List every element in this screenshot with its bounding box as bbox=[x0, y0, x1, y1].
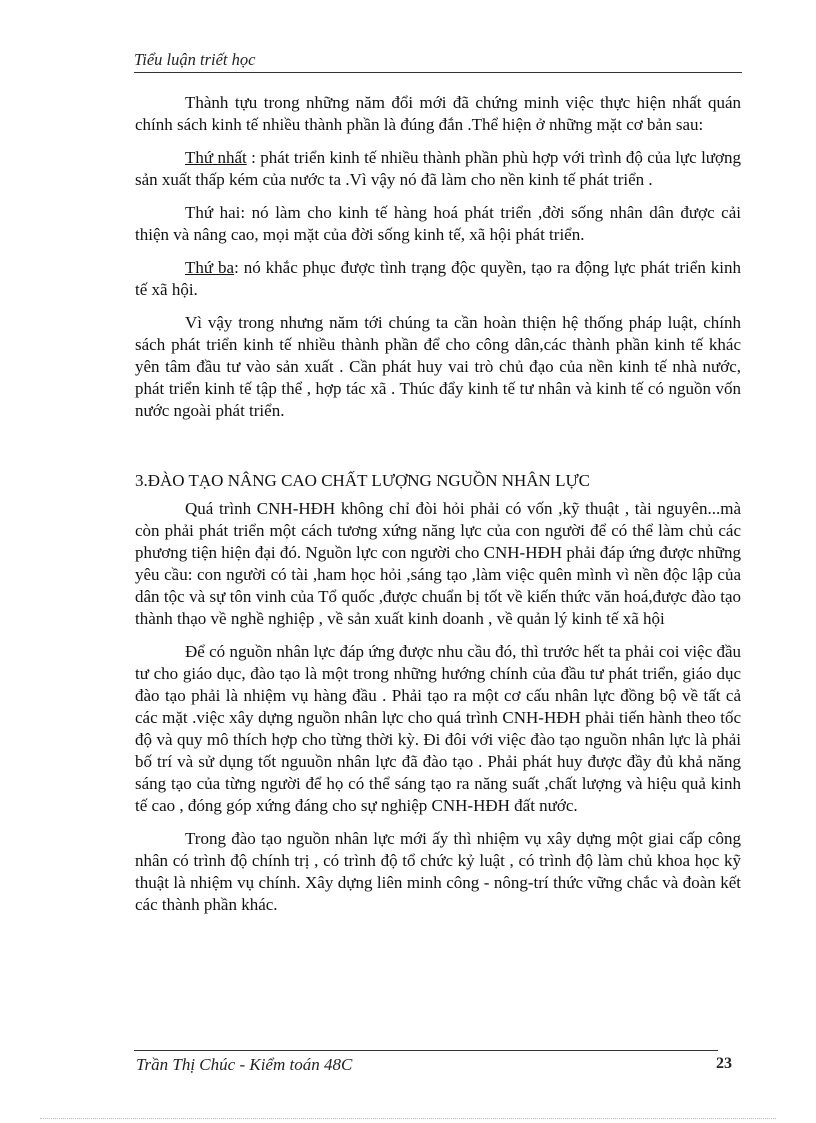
point-3-label: Thứ ba bbox=[185, 258, 235, 277]
section-paragraph-1: Quá trình CNH-HĐH không chỉ đòi hỏi phải có vốn ,kỹ thuật , tài nguyên...mà còn phải phát triển một cách tương xứng năng lực của con người để có thể làm chủ các phương tiện hiện đại đó. Nguồn lực con người cho CNH-HĐH phải đáp ứng được những yêu cầu: con người có tài ,ham học hỏi ,sáng tạo ,làm việc quên mình vì nền độc lập của dân tộc và sự tôn vinh của Tổ quốc ,được chuẩn bị tốt về kiến thức văn hoá,được đào tạo thành thạo về nghề nghiệp , về sản xuất kinh doanh , về quản lý kinh tế xã hội bbox=[135, 499, 741, 628]
section-heading: 3.ĐÀO TẠO NÂNG CAO CHẤT LƯỢNG NGUỒN NHÂN LỰC bbox=[135, 471, 590, 490]
page-number: 23 bbox=[716, 1055, 732, 1072]
intro-paragraph: Thành tựu trong những năm đổi mới đã chứng minh việc thực hiện nhất quán chính sách kinh tế nhiều thành phần là đúng đắn .Thể hiện ở những mặt cơ bản sau: bbox=[135, 93, 741, 134]
point-3-text: : nó khắc phục được tình trạng độc quyền, tạo ra động lực phát triển kinh tế xã hội. bbox=[135, 258, 741, 299]
page-edge-dots bbox=[40, 1118, 776, 1119]
footer-divider bbox=[134, 1050, 718, 1051]
conclusion-paragraph: Vì vậy trong nhưng năm tới chúng ta cần hoàn thiện hệ thống pháp luật, chính sách phát triển kinh tế nhiều thành phần để cho công dân,các thành phần kinh tế khác yên tâm đầu tư vào sản xuất . Cần phát huy vai trò chủ đạo của nền kinh tế nhà nước, phát triển kinh tế tập thể , hợp tác xã . Thúc đẩy kinh tế tư nhân và kinh tế có nguồn vốn nước ngoài phát triển. bbox=[135, 313, 741, 420]
point-2-paragraph: Thứ hai: nó làm cho kinh tế hàng hoá phát triển ,đời sống nhân dân được cải thiện và nâng cao, mọi mặt của đời sống kinh tế, xã hội phát triển. bbox=[135, 203, 741, 244]
section-paragraph-3: Trong đào tạo nguồn nhân lực mới ấy thì nhiệm vụ xây dựng một giai cấp công nhân có trình độ chính trị , có trình độ tổ chức kỷ luật , có trình độ làm chủ khoa học kỹ thuật là nhiệm vụ chính. Xây dựng liên minh công - nông-trí thức vững chắc và đoàn kết các thành phần khác. bbox=[135, 829, 741, 914]
section-paragraph-2: Để có nguồn nhân lực đáp ứng được nhu cầu đó, thì trước hết ta phải coi việc đầu tư cho giáo dục, đào tạo là một trong những hướng chính của đầu tư phát triển, giáo dục đào tạo phải là nhiệm vụ hàng đầu . Phải tạo ra một cơ cấu nhân lực đồng bộ về tất cả các mặt .việc xây dựng nguồn nhân lực cho quá trình CNH-HĐH phải tiến hành theo tốc độ và quy mô thích hợp cho từng thời kỳ. Đi đôi với việc đào tạo nguồn nhân lực là phải bố trí và sử dụng tốt nguuồn nhân lực đã đào tạo . Phải phát huy được đầy đủ khả năng sáng tạo của từng người để họ có thể sáng tạo ra năng suất ,chất lượng và hiệu quả kinh tế cao , đóng góp xứng đáng cho sự nghiệp CNH-HĐH đất nước. bbox=[135, 642, 741, 815]
point-1-label: Thứ nhất bbox=[185, 148, 247, 167]
document-title: Tiểu luận triết học bbox=[134, 50, 256, 69]
point-3-paragraph bbox=[135, 257, 741, 301]
point-1-text: : phát triển kinh tế nhiều thành phần phù hợp với trình độ của lực lượng sản xuất thấp kém của nước ta .Vì vậy nó đã làm cho nền kinh tế phát triển . bbox=[135, 148, 742, 189]
point-1-paragraph bbox=[135, 147, 741, 191]
page-header bbox=[134, 46, 742, 73]
footer-author: Trần Thị Chúc - Kiểm toán 48C bbox=[136, 1055, 353, 1074]
document-body bbox=[135, 92, 741, 927]
